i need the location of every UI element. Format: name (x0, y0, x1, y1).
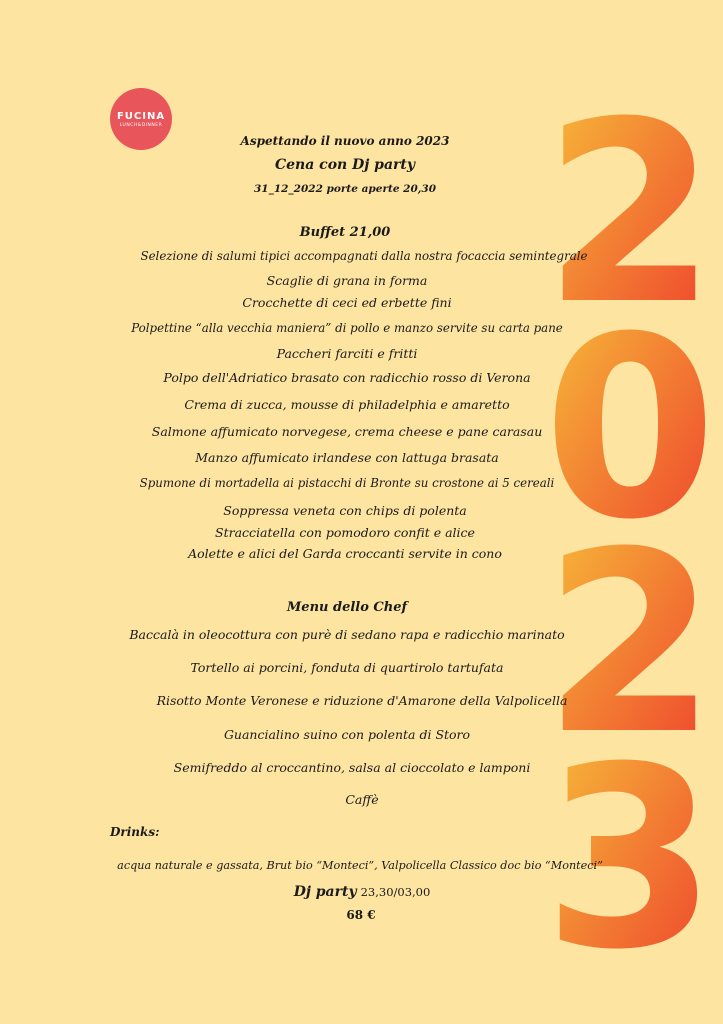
dj-party-label: Dj party (293, 884, 357, 900)
buffet-item: Crocchette di ceci ed erbette fini (242, 295, 452, 310)
logo-name: FUCINA (116, 110, 166, 122)
year-digit-2: 0 (543, 283, 717, 574)
buffet-item: Polpettine “alla vecchia maniera” di pollo e manzo servite su carta pane (131, 321, 563, 335)
chef-item: Caffè (345, 792, 379, 807)
buffet-item: Stracciatella con pomodoro confit e alice (215, 525, 475, 540)
buffet-item: Soppressa veneta con chips di polenta (223, 503, 467, 518)
buffet-item: Selezione di salumi tipici accompagnati dalla nostra focaccia semintegrale (140, 249, 588, 263)
buffet-title: Buffet 21,00 (299, 225, 391, 240)
year-digit-1: 2 (543, 68, 717, 359)
chef-item: Baccalà in oleocottura con purè di sedano rapa e radicchio marinato (129, 627, 565, 642)
buffet-item: Scaglie di grana in forma (266, 273, 428, 288)
buffet-item: Spumone di mortadella ai pistacchi di Bronte su crostone ai 5 cereali (139, 476, 555, 490)
header-title: Cena con Dj party (274, 157, 416, 173)
fucina-logo (110, 88, 172, 150)
chef-item: Tortello ai porcini, fonduta di quartirolo tartufata (190, 660, 504, 675)
buffet-item: Manzo affumicato irlandese con lattuga brasata (195, 450, 499, 465)
year-digit-4: 3 (543, 713, 717, 1004)
year-2023-graphic (543, 68, 717, 1004)
dj-party-time: 23,30/03,00 (360, 885, 431, 899)
dj-party-line (294, 884, 431, 900)
price: 68 € (346, 908, 376, 922)
chef-item: Semifreddo al croccantino, salsa al cioccolato e lamponi (173, 760, 531, 775)
buffet-item: Crema di zucca, mousse di philadelphia e amaretto (184, 397, 510, 412)
chef-title: Menu dello Chef (286, 600, 408, 615)
year-digit-3: 2 (543, 498, 717, 789)
chef-item: Guancialino suino con polenta di Storo (223, 727, 471, 742)
chef-item: Risotto Monte Veronese e riduzione d'Amarone della Valpolicella (156, 693, 568, 708)
buffet-item: Paccheri farciti e fritti (276, 346, 418, 361)
buffet-item: Aolette e alici del Garda croccanti servite in cono (188, 546, 502, 561)
logo-subtitle: LUNCH&DINNER (119, 122, 163, 128)
buffet-item: Polpo dell'Adriatico brasato con radicchio rosso di Verona (163, 370, 531, 385)
drinks-text: acqua naturale e gassata, Brut bio “Monteci”, Valpolicella Classico doc bio “Monteci” (117, 859, 603, 872)
buffet-item: Salmone affumicato norvegese, crema cheese e pane carasau (151, 424, 543, 439)
drinks-title: Drinks: (110, 825, 160, 839)
header-date: 31_12_2022 porte aperte 20,30 (253, 183, 437, 195)
header-line-1: Aspettando il nuovo anno 2023 (240, 134, 450, 148)
